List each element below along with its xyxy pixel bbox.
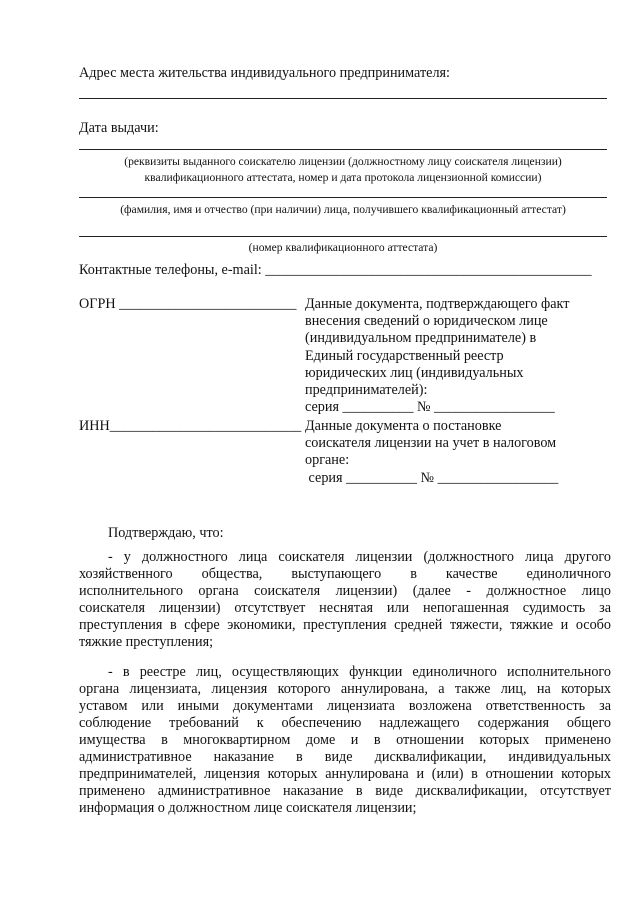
inn-description-line: органе: (305, 452, 350, 469)
ogrn-label: ОГРН _________________________ (79, 296, 297, 312)
paragraph-line: уставом или иными документами лицензиата возложена ответственность за (79, 698, 611, 714)
contacts-label: Контактные телефоны, e-mail: ______________________________________________ (79, 262, 592, 278)
paragraph-line: - в реестре лиц, осуществляющих функции единоличного исполнительного (108, 664, 611, 680)
paragraph-line: хозяйственного общества, выступающего в качестве единоличного (79, 566, 611, 582)
inn-label: ИНН___________________________ (79, 418, 302, 434)
paragraph-line: преступления в сфере экономики, преступления средней тяжести, тяжкие и особо (79, 617, 611, 633)
paragraph-line: административное наказание в виде дисквалификации, индивидуальных (79, 749, 611, 765)
paragraph-line: имущества в многоквартирном доме и в отношении которых применено (79, 732, 611, 748)
license-requisites-caption-line1: (реквизиты выданного соискателю лицензии (должностному лицу соискателя лицензии) (124, 155, 562, 168)
address-underline (79, 98, 607, 99)
paragraph-line: применено административное наказание в виде дисквалификации, отсутствует (79, 783, 611, 799)
license-requisites-line (79, 149, 607, 150)
license-requisites-caption-line2: квалификационного аттестата, номер и дата протокола лицензионной комиссии) (144, 171, 542, 184)
paragraph-line: предпринимателей, лицензия которых аннулирована и (или) в отношении которых (79, 766, 611, 782)
ogrn-series-number-line: серия __________ № _________________ (305, 399, 555, 416)
address-label: Адрес места жительства индивидуального предпринимателя: (79, 65, 451, 81)
ogrn-description (305, 296, 569, 416)
inn-description (305, 418, 558, 487)
confirmation-paragraph-2 (79, 664, 611, 817)
ogrn-description-line: (индивидуальном предпринимателе) в (305, 330, 537, 347)
ogrn-description-line: Единый государственный реестр (305, 347, 504, 364)
ogrn-description-line: внесения сведений о юридическом лице (305, 313, 548, 330)
holder-name-caption: (фамилия, имя и отчество (при наличии) лица, получившего квалификационный аттестат) (120, 203, 566, 216)
paragraph-line: тяжкие преступления; (79, 634, 214, 650)
certificate-number-line (79, 236, 607, 237)
certificate-number-caption: (номер квалификационного аттестата) (248, 241, 438, 254)
inn-description-line: соискателя лицензии на учет в налоговом (305, 435, 557, 452)
inn-description-line: Данные документа о постановке (305, 418, 502, 434)
ogrn-description-line: Данные документа, подтверждающего факт (305, 296, 570, 312)
paragraph-line: - у должностного лица соискателя лицензии (должностного лица другого (108, 549, 611, 565)
paragraph-line: соблюдение требований к обеспечению надлежащего содержания общего (79, 715, 611, 731)
paragraph-line: соискателя лицензии) отсутствует неснятая или непогашенная судимость за (79, 600, 611, 616)
confirmation-heading: Подтверждаю, что: (108, 525, 224, 541)
paragraph-line: информация о должностном лице соискателя лицензии; (79, 800, 417, 816)
ogrn-description-line: юридических лиц (индивидуальных (305, 364, 524, 381)
ogrn-description-line: предпринимателей): (305, 382, 428, 399)
holder-name-line (79, 197, 607, 198)
paragraph-line: исполнительного органа соискателя лицензии) (далее - должностное лицо (79, 583, 611, 599)
confirmation-paragraph-1 (79, 549, 611, 651)
inn-series-number-line: серия __________ № _________________ (305, 469, 559, 486)
issue-date-label: Дата выдачи: (79, 120, 159, 136)
paragraph-line: органа лицензиата, лицензия которого аннулирована, а также лиц, на которых (79, 681, 611, 697)
